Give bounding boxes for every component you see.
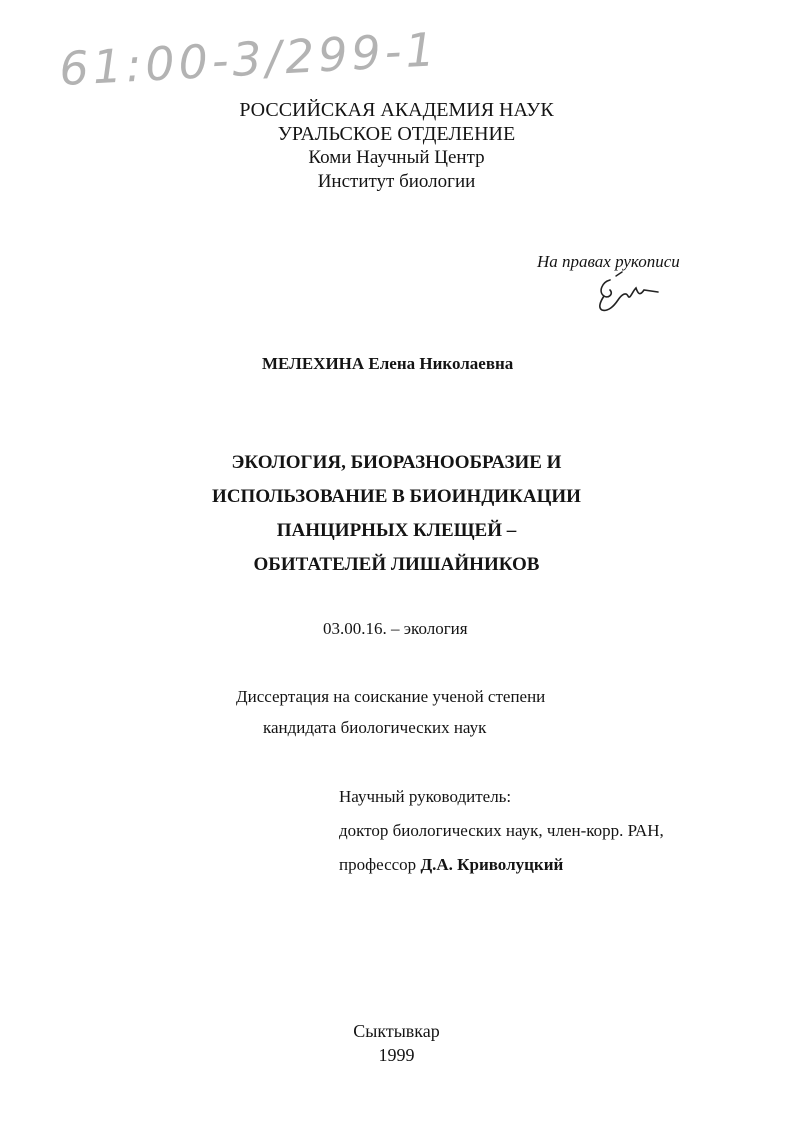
title-line-2: ИСПОЛЬЗОВАНИЕ В БИОИНДИКАЦИИ	[212, 486, 581, 507]
title-line-1: ЭКОЛОГИЯ, БИОРАЗНООБРАЗИЕ И	[231, 452, 562, 473]
supervisor-name: Д.А. Криволуцкий	[420, 855, 564, 874]
degree-statement-line-2: кандидата биологических наук	[263, 718, 487, 737]
archive-handwritten-code: 61:00-3/299-1	[58, 22, 440, 96]
manuscript-rights-note: На правах рукописи	[537, 252, 680, 271]
header-line-center: Коми Научный Центр	[308, 147, 485, 168]
supervisor-degree: доктор биологических наук, член-корр. РАН,	[339, 821, 664, 840]
supervisor-label: Научный руководитель:	[339, 787, 512, 806]
place-and-year	[0, 1019, 793, 1067]
specialty-code: 03.00.16. – экология	[323, 619, 468, 638]
year: 1999	[378, 1045, 415, 1065]
institution-header	[0, 98, 793, 194]
title-line-3: ПАНЦИРНЫХ КЛЕЩЕЙ –	[276, 520, 517, 541]
dissertation-title	[0, 446, 793, 582]
city: Сыктывкар	[353, 1021, 440, 1041]
header-line-academy: РОССИЙСКАЯ АКАДЕМИЯ НАУК	[239, 99, 554, 121]
signature-icon	[592, 270, 662, 314]
header-line-institute: Институт биологии	[317, 171, 476, 192]
header-line-branch: УРАЛЬСКОЕ ОТДЕЛЕНИЕ	[277, 123, 516, 145]
title-line-4: ОБИТАТЕЛЕЙ ЛИШАЙНИКОВ	[253, 554, 540, 575]
author-name: МЕЛЕХИНА Елена Николаевна	[262, 354, 514, 373]
supervisor-rank: профессор	[339, 855, 417, 874]
supervisor-title-line	[339, 855, 563, 875]
degree-statement-line-1: Диссертация на соискание ученой степени	[236, 687, 546, 706]
